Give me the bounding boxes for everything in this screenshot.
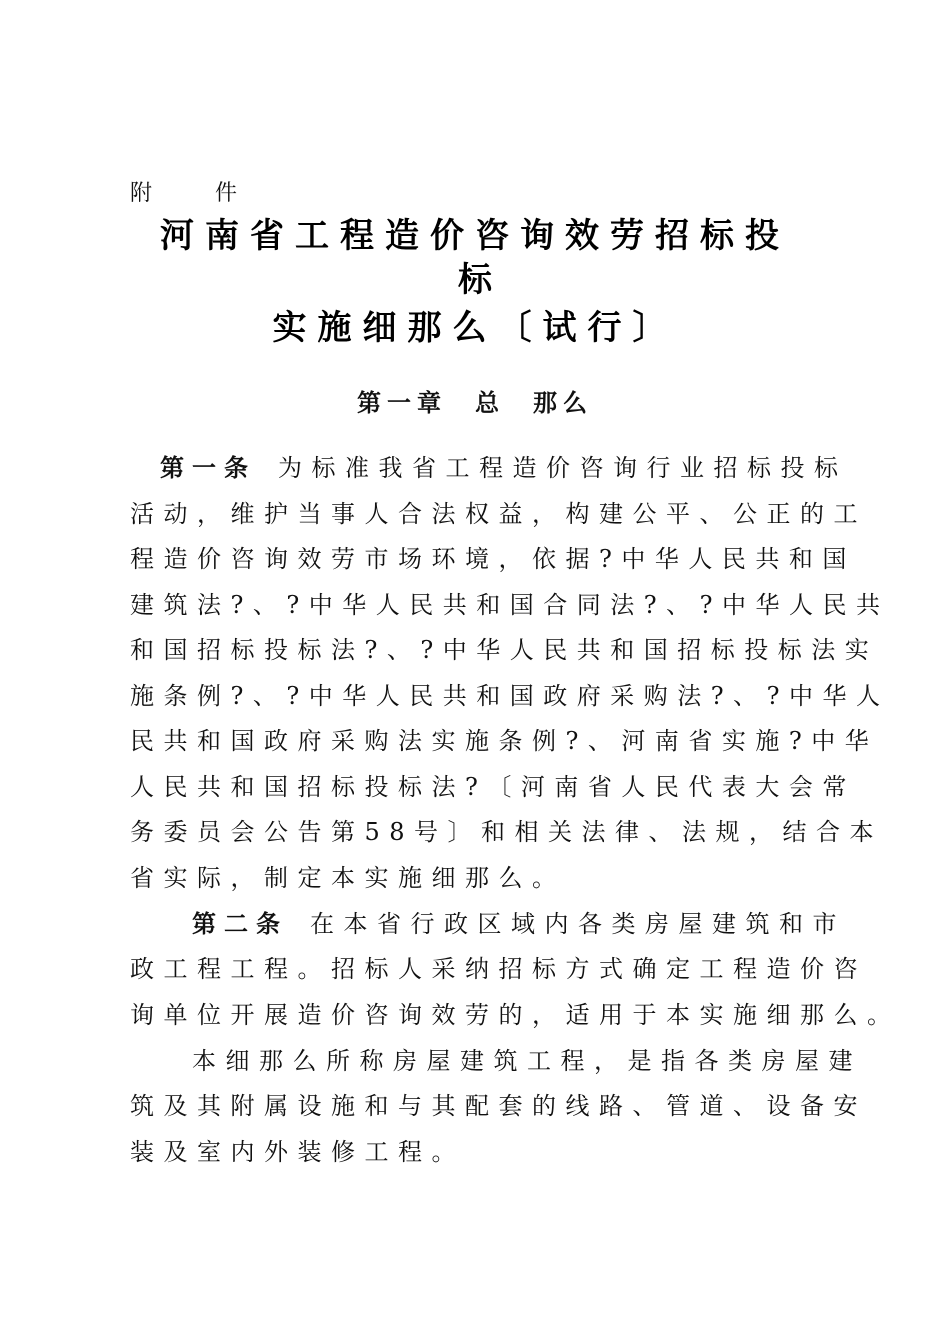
article-2-line: 政工程工程。招标人采纳招标方式确定工程造价咨 bbox=[130, 955, 867, 983]
article-1-line: 为标准我省工程造价咨询行业招标投标 bbox=[278, 454, 848, 482]
article-1-line: 省实际，制定本实施细那么。 bbox=[130, 864, 566, 892]
document-title-line-2: 标 bbox=[458, 260, 492, 300]
article-2-first-line bbox=[192, 908, 892, 940]
attachment-label: 附 件 bbox=[130, 181, 265, 206]
article-1-line: 民共和国政府采购法实施条例?、河南省实施?中华 bbox=[130, 727, 879, 755]
paragraph-3-line: 筑及其附属设施和与其配套的线路、管道、设备安 bbox=[130, 1092, 867, 1120]
article-1-line: 和国招标投标法?、?中华人民共和国招标投标法实 bbox=[130, 636, 879, 664]
article-1-first-line bbox=[160, 452, 860, 484]
article-1-line: 建筑法?、?中华人民共和国合同法?、?中华人民共 bbox=[130, 591, 890, 619]
article-2-label: 第二条 bbox=[192, 910, 288, 938]
document-title-line-3: 实施细那么〔试行〕 bbox=[272, 308, 678, 348]
article-2-line: 询单位开展造价咨询效劳的，适用于本实施细那么。 bbox=[130, 1001, 901, 1029]
article-1-line: 程造价咨询效劳市场环境，依据?中华人民共和国 bbox=[130, 545, 856, 573]
chapter-name-part-2: 那么 bbox=[533, 389, 593, 417]
paragraph-3-line: 本细那么所称房屋建筑工程，是指各类房屋建 bbox=[192, 1047, 862, 1075]
chapter-name-part-1: 总 bbox=[475, 389, 505, 417]
chapter-number: 第一章 bbox=[357, 389, 447, 417]
document-title-line-1: 河南省工程造价咨询效劳招标投 bbox=[160, 216, 790, 256]
paragraph-3-line: 装及室内外装修工程。 bbox=[130, 1138, 465, 1166]
article-1-line: 人民共和国招标投标法?〔河南省人民代表大会常 bbox=[130, 773, 856, 801]
article-1-line: 务委员会公告第58号〕和相关法律、法规，结合本 bbox=[130, 818, 884, 846]
article-1-line: 活动，维护当事人合法权益，构建公平、公正的工 bbox=[130, 500, 867, 528]
article-1-label: 第一条 bbox=[160, 454, 256, 482]
article-2-line: 在本省行政区域内各类房屋建筑和市 bbox=[310, 910, 846, 938]
article-1-line: 施条例?、?中华人民共和国政府采购法?、?中华人 bbox=[130, 682, 890, 710]
chapter-heading bbox=[130, 383, 820, 418]
